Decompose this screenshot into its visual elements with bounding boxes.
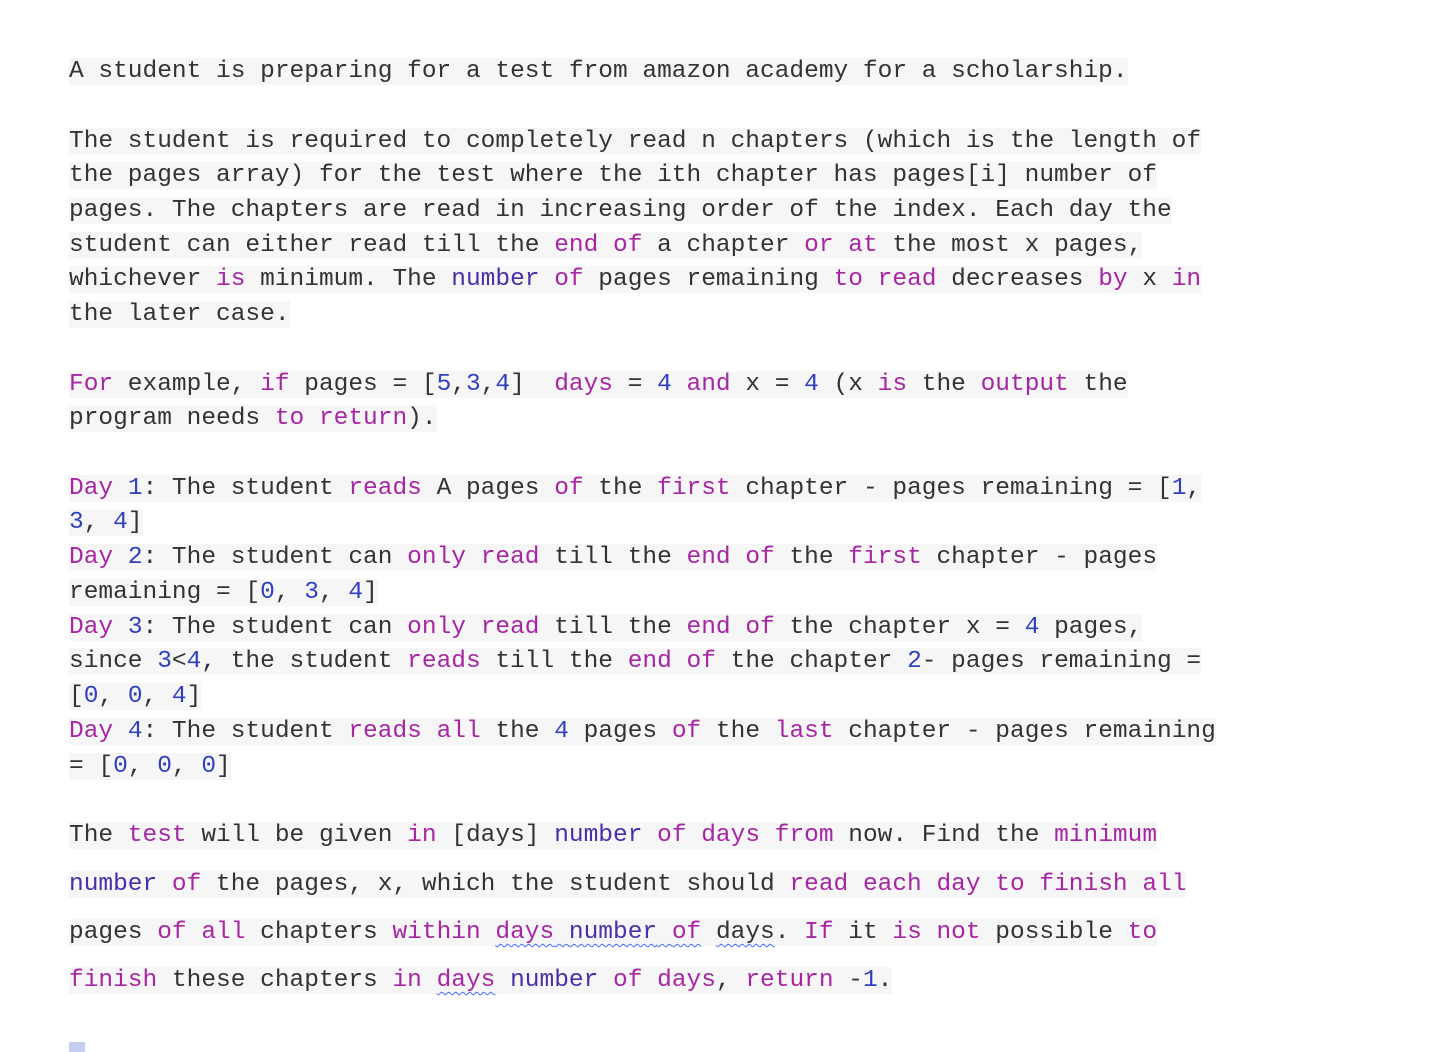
- spellcheck-token: days: [436, 967, 496, 994]
- text-token: first: [848, 544, 922, 571]
- text-line: [69, 681, 201, 713]
- text-token: [642, 822, 657, 849]
- text-line: [69, 369, 1128, 401]
- text-line: [69, 299, 290, 331]
- text-token: ,: [1186, 475, 1202, 502]
- text-token: last: [774, 718, 834, 745]
- text-token: [981, 871, 996, 898]
- text-token: since: [69, 648, 158, 675]
- text-token: the chapter x =: [774, 614, 1025, 641]
- text-token: the chapter: [715, 648, 908, 675]
- text-token: Day: [69, 475, 114, 502]
- text-token: finish: [1039, 871, 1128, 898]
- text-token: 4: [186, 648, 202, 675]
- text-token: The: [69, 822, 128, 849]
- text-token: program needs: [69, 405, 275, 432]
- text-token: all: [1142, 871, 1187, 898]
- text-token: [848, 871, 863, 898]
- text-line: [69, 917, 1157, 949]
- text-line: [69, 126, 1201, 158]
- text-token: [922, 919, 937, 946]
- text-token: will be given: [186, 822, 408, 849]
- text-token: each: [862, 871, 922, 898]
- text-token: 4: [804, 371, 819, 398]
- text-token: pages = [: [289, 371, 437, 398]
- text-token: 5: [436, 371, 452, 398]
- text-token: student can either read till the: [69, 232, 555, 259]
- text-token: example,: [113, 371, 261, 398]
- text-token: the: [480, 718, 555, 745]
- text-token: in: [1171, 266, 1202, 293]
- text-token: of: [745, 544, 775, 571]
- text-token: ,: [715, 967, 746, 994]
- text-token: .: [877, 967, 893, 994]
- text-line: [69, 820, 1157, 852]
- text-token: output: [980, 371, 1069, 398]
- text-line: [69, 646, 1201, 678]
- line-highlight: [69, 475, 1201, 502]
- text-token: at: [848, 232, 878, 259]
- text-token: of: [657, 822, 687, 849]
- text-line: [69, 965, 892, 997]
- text-token: return: [745, 967, 834, 994]
- line-highlight: [69, 128, 1201, 155]
- text-line: [69, 507, 143, 539]
- text-token: 4: [495, 371, 511, 398]
- text-token: ]: [127, 509, 143, 536]
- text-token: [642, 967, 657, 994]
- text-token: Day: [69, 718, 114, 745]
- text-token: [672, 648, 687, 675]
- text-token: reads: [348, 475, 422, 502]
- text-token: 1: [862, 967, 878, 994]
- text-token: , the student: [201, 648, 408, 675]
- text-token: to: [274, 405, 305, 432]
- text-token: : The student: [142, 475, 349, 502]
- text-token: of: [171, 871, 202, 898]
- text-token: For: [69, 371, 114, 398]
- text-token: [1128, 871, 1143, 898]
- text-cursor: [69, 1042, 85, 1052]
- text-token: 4: [1024, 614, 1040, 641]
- text-token: ,: [127, 753, 158, 780]
- text-token: till the: [539, 544, 687, 571]
- text-line: [69, 195, 1172, 227]
- text-token: [834, 232, 849, 259]
- text-token: the most x pages,: [877, 232, 1143, 259]
- text-token: chapter - pages: [921, 544, 1158, 571]
- text-token: - pages remaining =: [921, 648, 1202, 675]
- text-line: [69, 230, 1142, 262]
- text-token: [466, 544, 481, 571]
- text-token: [113, 544, 128, 571]
- text-token: [: [69, 683, 84, 710]
- text-token: x =: [730, 371, 805, 398]
- text-token: if: [260, 371, 290, 398]
- line-highlight: [69, 197, 1172, 224]
- text-token: 3: [304, 579, 319, 606]
- line-highlight: [69, 371, 1128, 398]
- line-highlight: [69, 822, 1157, 849]
- line-highlight: [69, 683, 201, 710]
- text-token: the pages, x, which the student should: [201, 871, 790, 898]
- text-line: [69, 160, 1157, 192]
- text-token: If: [804, 919, 834, 946]
- text-token: end: [686, 544, 731, 571]
- text-token: The student is required to completely read n chapters (which is the length of: [69, 128, 1202, 155]
- text-token: possible: [980, 919, 1128, 946]
- text-token: is: [892, 919, 922, 946]
- text-token: 4: [657, 371, 672, 398]
- text-token: ,: [83, 509, 114, 536]
- text-token: ,: [142, 683, 172, 710]
- text-token: 2: [127, 544, 143, 571]
- line-highlight: [69, 753, 231, 780]
- line-highlight: [69, 301, 290, 328]
- line-highlight: [69, 871, 1186, 898]
- line-highlight: [69, 967, 892, 994]
- text-token: ,: [98, 683, 128, 710]
- line-highlight: [69, 162, 1157, 189]
- text-token: A student is preparing for a test from amazon academy for a scholarship.: [69, 58, 1128, 85]
- text-token: to: [1127, 919, 1158, 946]
- text-token: return: [318, 405, 408, 432]
- text-line: [69, 612, 1142, 644]
- text-token: 2: [907, 648, 922, 675]
- text-token: all: [201, 919, 246, 946]
- text-token: [113, 718, 128, 745]
- text-token: days: [701, 822, 761, 849]
- text-token: [481, 919, 496, 946]
- text-token: ]: [510, 371, 555, 398]
- text-token: 3: [465, 371, 481, 398]
- text-token: of: [157, 919, 187, 946]
- text-token: chapter - pages remaining: [833, 718, 1216, 745]
- text-token: 3: [127, 614, 143, 641]
- text-token: from: [774, 822, 834, 849]
- text-token: pages: [568, 718, 672, 745]
- text-token: minimum. The: [245, 266, 452, 293]
- text-token: pages,: [1039, 614, 1143, 641]
- text-token: reads: [407, 648, 481, 675]
- text-line: [69, 403, 437, 435]
- text-token: a chapter: [642, 232, 805, 259]
- text-token: end: [686, 614, 731, 641]
- text-line: [69, 751, 231, 783]
- text-token: of: [745, 614, 775, 641]
- text-token: the: [583, 475, 658, 502]
- text-token: in: [392, 967, 422, 994]
- text-token: ,: [451, 371, 466, 398]
- text-token: Day: [69, 544, 114, 571]
- text-token: [113, 475, 128, 502]
- text-token: [days]: [436, 822, 555, 849]
- text-token: [598, 232, 613, 259]
- text-line: [69, 264, 1201, 296]
- line-highlight: [69, 544, 1157, 571]
- text-token: [540, 266, 555, 293]
- text-token: : The student: [142, 718, 349, 745]
- text-line: [69, 56, 1128, 88]
- text-token: days: [554, 371, 614, 398]
- text-token: by: [1098, 266, 1128, 293]
- text-token: the: [1068, 371, 1128, 398]
- text-token: the: [907, 371, 981, 398]
- text-token: is: [216, 266, 246, 293]
- text-token: [760, 822, 775, 849]
- text-token: end: [554, 232, 599, 259]
- text-token: 4: [554, 718, 569, 745]
- text-token: in: [407, 822, 437, 849]
- text-token: is: [877, 371, 908, 398]
- text-token: 3: [69, 509, 84, 536]
- text-token: of: [613, 967, 643, 994]
- line-highlight: [69, 232, 1142, 259]
- spellcheck-token: of: [671, 919, 702, 946]
- text-token: day: [936, 871, 981, 898]
- spellcheck-token: days: [715, 919, 775, 946]
- text-token: [495, 967, 510, 994]
- text-token: 4: [113, 509, 128, 536]
- text-token: test: [127, 822, 187, 849]
- text-token: ,: [274, 579, 305, 606]
- text-token: ,: [480, 371, 496, 398]
- line-highlight: [69, 718, 1216, 745]
- text-line: [69, 869, 1186, 901]
- text-token: now. Find the: [833, 822, 1055, 849]
- text-token: [1025, 871, 1040, 898]
- text-token: not: [936, 919, 981, 946]
- text-token: 4: [127, 718, 143, 745]
- text-token: Day: [69, 614, 114, 641]
- text-token: to: [995, 871, 1025, 898]
- line-highlight: [69, 648, 1201, 675]
- line-highlight: [69, 579, 378, 606]
- text-token: [466, 614, 481, 641]
- text-token: [731, 544, 746, 571]
- text-token: days: [657, 967, 716, 994]
- text-token: and: [686, 371, 731, 398]
- text-token: till the: [539, 614, 687, 641]
- text-token: 1: [127, 475, 143, 502]
- text-token: number: [451, 266, 540, 293]
- text-token: to: [833, 266, 863, 293]
- text-token: read: [877, 266, 937, 293]
- text-token: (x: [818, 371, 878, 398]
- text-line: [69, 577, 378, 609]
- text-token: [922, 871, 937, 898]
- text-token: -: [833, 967, 863, 994]
- text-token: of: [554, 475, 584, 502]
- text-token: the: [774, 544, 849, 571]
- text-token: 0: [83, 683, 99, 710]
- text-token: within: [392, 919, 481, 946]
- text-token: 0: [260, 579, 275, 606]
- text-token: ,: [171, 753, 202, 780]
- text-token: A pages: [421, 475, 555, 502]
- text-line: [69, 473, 1201, 505]
- text-line: [69, 716, 1216, 748]
- text-token: 4: [348, 579, 364, 606]
- spellcheck-token: days: [495, 919, 555, 946]
- text-token: or: [804, 232, 834, 259]
- line-highlight: [69, 266, 1201, 293]
- text-token: 4: [171, 683, 187, 710]
- text-token: finish: [69, 967, 158, 994]
- text-token: till the: [480, 648, 628, 675]
- text-token: all: [436, 718, 481, 745]
- text-token: = [: [69, 753, 114, 780]
- text-token: the pages array) for the test where the ith chapter has pages[i] number of: [69, 162, 1157, 189]
- text-token: 0: [113, 753, 128, 780]
- text-token: only: [407, 614, 466, 641]
- text-token: read: [789, 871, 849, 898]
- text-token: : The student can: [142, 614, 408, 641]
- text-token: the: [701, 718, 775, 745]
- text-token: [304, 405, 319, 432]
- line-highlight: [69, 614, 1142, 641]
- text-token: first: [657, 475, 731, 502]
- text-token: [157, 871, 172, 898]
- text-token: of: [671, 718, 702, 745]
- text-token: [113, 614, 128, 641]
- text-token: whichever: [69, 266, 217, 293]
- text-token: these chapters: [157, 967, 393, 994]
- text-token: <: [171, 648, 187, 675]
- text-token: minimum: [1054, 822, 1158, 849]
- text-token: x: [1127, 266, 1172, 293]
- text-token: of: [554, 266, 584, 293]
- text-token: 0: [201, 753, 217, 780]
- text-token: decreases: [936, 266, 1099, 293]
- text-token: number: [510, 967, 599, 994]
- text-token: =: [613, 371, 658, 398]
- text-token: only: [407, 544, 466, 571]
- text-token: reads: [348, 718, 422, 745]
- text-token: [863, 266, 878, 293]
- text-token: of: [686, 648, 716, 675]
- text-token: chapters: [245, 919, 393, 946]
- text-token: [701, 919, 716, 946]
- text-token: [687, 822, 702, 849]
- text-token: [422, 718, 437, 745]
- text-line: [69, 542, 1157, 574]
- text-token: ]: [186, 683, 202, 710]
- text-token: it: [833, 919, 893, 946]
- line-highlight: [69, 58, 1128, 85]
- spellcheck-token: [554, 919, 569, 946]
- text-token: 0: [157, 753, 172, 780]
- line-highlight: [69, 405, 437, 432]
- text-token: remaining = [: [69, 579, 261, 606]
- spellcheck-token: number: [568, 919, 658, 946]
- text-token: ,: [318, 579, 349, 606]
- text-token: number: [554, 822, 643, 849]
- text-token: [731, 614, 746, 641]
- text-token: read: [480, 544, 540, 571]
- text-token: ]: [363, 579, 378, 606]
- text-token: [598, 967, 613, 994]
- text-token: pages remaining: [583, 266, 834, 293]
- text-token: 0: [127, 683, 143, 710]
- text-token: the later case.: [69, 301, 290, 328]
- text-token: [672, 371, 687, 398]
- spellcheck-token: [657, 919, 672, 946]
- line-highlight: [69, 509, 143, 536]
- text-token: of: [613, 232, 643, 259]
- text-token: ]: [216, 753, 231, 780]
- line-highlight: [69, 919, 1157, 946]
- text-token: 3: [157, 648, 172, 675]
- text-token: number: [69, 871, 158, 898]
- text-token: 1: [1171, 475, 1187, 502]
- text-token: ).: [407, 405, 437, 432]
- text-token: [187, 919, 202, 946]
- text-token: : The student can: [142, 544, 408, 571]
- text-token: chapter - pages remaining = [: [730, 475, 1172, 502]
- text-token: .: [774, 919, 805, 946]
- text-token: pages. The chapters are read in increasing order of the index. Each day the: [69, 197, 1172, 224]
- text-token: pages: [69, 919, 158, 946]
- text-token: end: [627, 648, 672, 675]
- text-token: read: [480, 614, 540, 641]
- text-token: [422, 967, 437, 994]
